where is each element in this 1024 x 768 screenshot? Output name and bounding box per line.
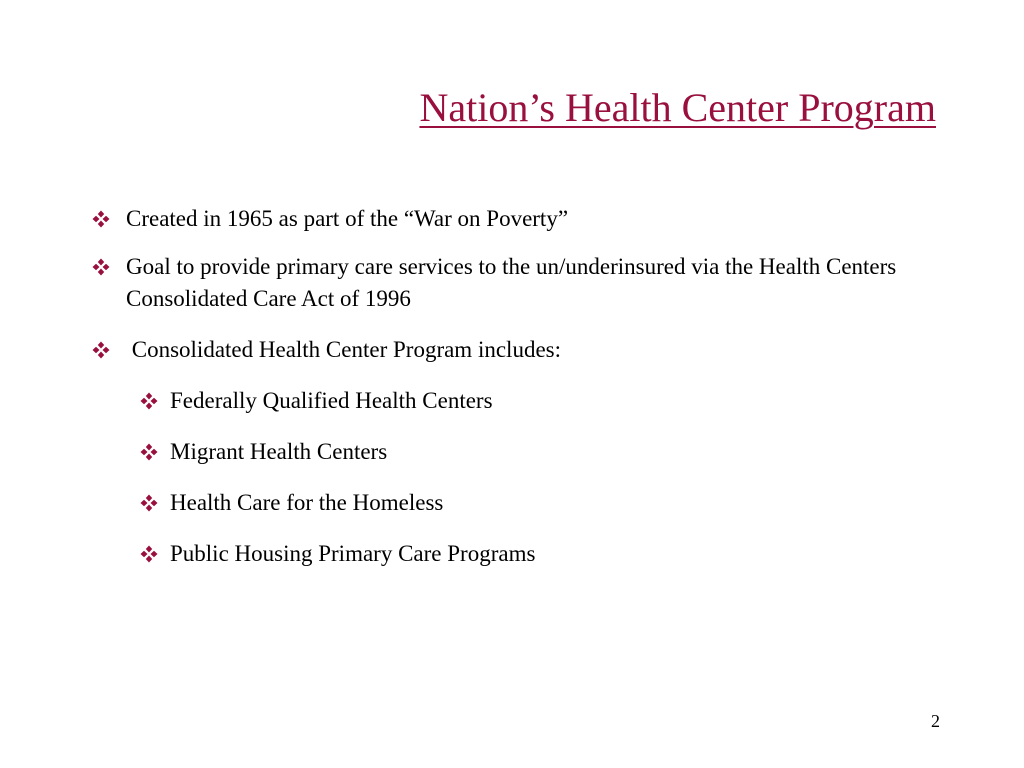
bullet-item-consolidated [90, 334, 950, 366]
bullet-item-goal [90, 251, 950, 315]
four-diamond-icon [138, 385, 160, 417]
bullet-text: Consolidated Health Center Program includes: [126, 337, 561, 362]
bullet-item-created [90, 203, 950, 235]
sub-bullet-text: Health Care for the Homeless [170, 490, 444, 515]
four-diamond-icon [138, 538, 160, 570]
page-number: 2 [931, 711, 940, 731]
sub-bullet-item-public-housing [90, 538, 950, 570]
sub-bullet-text: Migrant Health Centers [170, 439, 388, 464]
sub-bullet-item-homeless [90, 487, 950, 519]
slide-title: Nation’s Health Center Program [419, 85, 936, 130]
bullet-list [90, 203, 950, 570]
four-diamond-icon [138, 436, 160, 468]
sub-bullet-text: Public Housing Primary Care Programs [170, 541, 536, 566]
sub-bullet-text: Federally Qualified Health Centers [170, 388, 493, 413]
four-diamond-icon [90, 334, 112, 366]
four-diamond-icon [90, 251, 112, 283]
four-diamond-icon [138, 487, 160, 519]
four-diamond-icon [90, 203, 112, 235]
sub-bullet-item-migrant [90, 436, 950, 468]
sub-bullet-item-fqhc [90, 385, 950, 417]
bullet-text: Goal to provide primary care services to the un/underinsured via the Health Centers Consolidated Care Act of 1996 [126, 254, 897, 311]
bullet-text: Created in 1965 as part of the “War on Poverty” [126, 206, 569, 231]
